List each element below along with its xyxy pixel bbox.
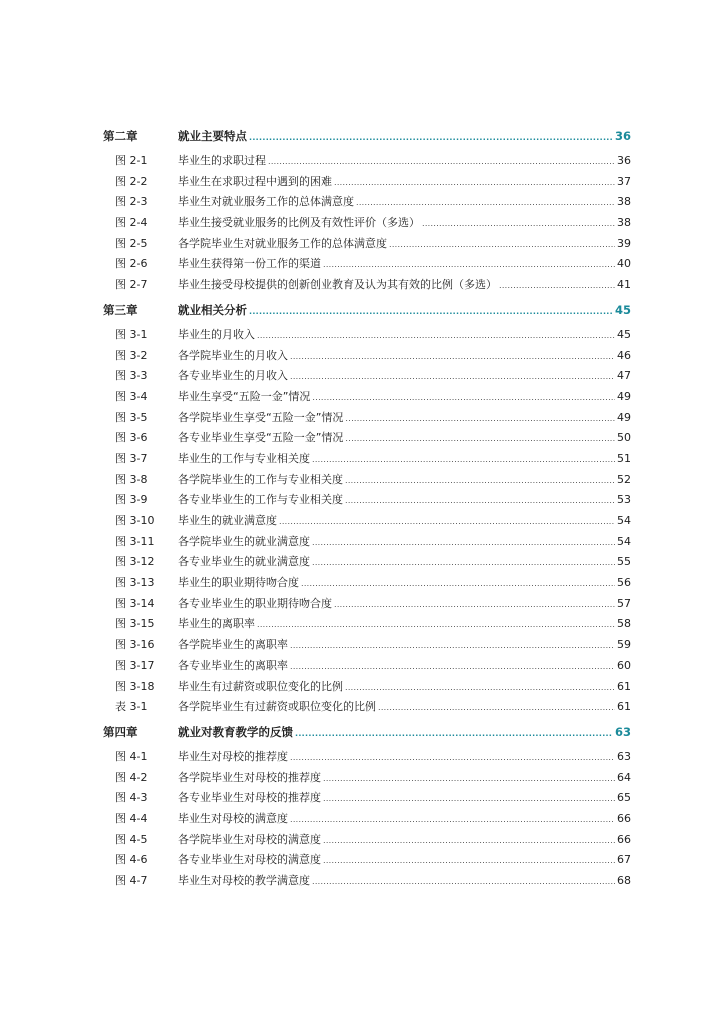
figure-page-number: 61 [617, 679, 631, 693]
dot-leader [268, 151, 615, 173]
figure-page-number: 39 [617, 236, 631, 250]
dot-leader [323, 850, 615, 872]
dot-leader [290, 366, 615, 388]
figure-number: 图 2-3 [115, 195, 148, 209]
dot-leader [290, 635, 615, 657]
figure-title: 各学院毕业生的就业满意度 [178, 534, 310, 548]
toc-entry-row[interactable] [103, 490, 631, 511]
chapter-page-number: 45 [614, 302, 631, 317]
figure-title: 毕业生的求职过程 [178, 154, 266, 167]
dot-leader [345, 408, 615, 430]
dot-leader [345, 428, 615, 450]
toc-entry-row[interactable] [103, 697, 631, 718]
figure-page-number: 36 [617, 154, 631, 167]
figure-page-number: 41 [617, 278, 631, 292]
figure-number: 图 3-13 [115, 576, 155, 590]
figure-title: 各专业毕业生的职业期待吻合度 [178, 596, 332, 610]
figure-page-number: 54 [617, 514, 631, 527]
toc-entry-row[interactable] [103, 275, 631, 296]
toc-entry-row[interactable] [103, 346, 631, 367]
dot-leader [312, 552, 615, 574]
toc-entry-row[interactable] [103, 573, 631, 594]
toc-entry-row[interactable] [103, 656, 631, 677]
dot-leader [290, 809, 615, 831]
figure-page-number: 49 [617, 389, 631, 403]
figure-number: 图 4-1 [115, 749, 148, 763]
toc-entry-row[interactable] [103, 871, 631, 892]
chapter-page-number: 63 [614, 724, 631, 739]
toc-entry-row[interactable] [103, 552, 631, 573]
dot-leader [312, 387, 615, 409]
figure-page-number: 49 [617, 410, 631, 424]
dot-leader [290, 747, 615, 769]
dot-leader [312, 449, 615, 471]
figure-number: 图 2-6 [115, 257, 148, 271]
figure-title: 各学院毕业生享受“五险一金”情况 [178, 410, 344, 424]
figure-number: 图 3-18 [115, 679, 155, 693]
figure-number: 图 2-4 [115, 216, 148, 230]
dot-leader [249, 298, 613, 324]
figure-page-number: 47 [617, 369, 631, 383]
figure-title: 毕业生的职业期待吻合度 [178, 576, 299, 590]
toc-entry-row[interactable] [103, 635, 631, 656]
dot-leader [334, 172, 615, 194]
toc-entry-row[interactable] [103, 594, 631, 615]
figure-title: 毕业生接受母校提供的创新创业教育及认为其有效的比例（多选） [178, 278, 497, 292]
figure-title: 各专业毕业生对母校的推荐度 [178, 791, 321, 805]
figure-title: 各学院毕业生有过薪资或职位变化的比例 [178, 700, 376, 714]
figure-title: 各学院毕业生对母校的推荐度 [178, 770, 321, 784]
dot-leader [389, 234, 615, 256]
figure-title: 毕业生在求职过程中遇到的困难 [178, 174, 332, 188]
toc-chapter-row[interactable] [103, 124, 631, 148]
figure-title: 各学院毕业生对就业服务工作的总体满意度 [178, 236, 387, 250]
figure-number: 表 3-1 [115, 700, 148, 714]
figure-number: 图 3-9 [115, 493, 148, 507]
figure-number: 图 2-7 [115, 278, 148, 292]
figure-title: 毕业生的就业满意度 [178, 514, 277, 527]
figure-title: 毕业生对母校的满意度 [178, 811, 288, 825]
figure-title: 各学院毕业生对母校的满意度 [178, 832, 321, 846]
figure-number: 图 3-7 [115, 451, 148, 465]
figure-title: 毕业生对母校的教学满意度 [178, 874, 310, 887]
figure-page-number: 59 [617, 638, 631, 652]
chapter-page-number: 36 [614, 129, 631, 143]
toc-entry-row[interactable] [103, 809, 631, 830]
figure-number: 图 2-2 [115, 174, 148, 188]
toc-entry-row[interactable] [103, 449, 631, 470]
dot-leader [345, 490, 615, 512]
chapter-number: 第三章 [103, 302, 138, 317]
figure-page-number: 46 [617, 348, 631, 362]
toc-entry-row[interactable] [103, 768, 631, 789]
toc-entry-row[interactable] [103, 172, 631, 193]
figure-page-number: 40 [617, 257, 631, 271]
figure-page-number: 52 [617, 472, 631, 486]
figure-number: 图 4-5 [115, 832, 148, 846]
figure-page-number: 50 [617, 431, 631, 445]
dot-leader [323, 768, 615, 790]
toc-chapter-row[interactable] [103, 720, 631, 744]
figure-page-number: 68 [617, 874, 631, 887]
figure-title: 毕业生对母校的推荐度 [178, 749, 288, 763]
figure-page-number: 64 [617, 770, 631, 784]
figure-number: 图 4-2 [115, 770, 148, 784]
figure-page-number: 63 [617, 749, 631, 763]
chapter-title: 就业对教育教学的反馈 [178, 724, 293, 739]
toc-entry-row[interactable] [103, 387, 631, 408]
dot-leader [249, 124, 613, 150]
toc-entry-row[interactable] [103, 788, 631, 809]
toc-entry-row[interactable] [103, 747, 631, 768]
toc-entry-row[interactable] [103, 325, 631, 346]
figure-number: 图 3-10 [115, 514, 155, 527]
figure-page-number: 66 [617, 811, 631, 825]
figure-number: 图 4-3 [115, 791, 148, 805]
toc-entry-row[interactable] [103, 213, 631, 234]
figure-title: 各专业毕业生的离职率 [178, 658, 288, 672]
chapter-number: 第四章 [103, 724, 138, 739]
figure-title: 毕业生接受就业服务的比例及有效性评价（多选） [178, 216, 420, 230]
toc-entry-row[interactable] [103, 511, 631, 532]
figure-number: 图 3-1 [115, 327, 148, 341]
dot-leader [323, 254, 615, 276]
figure-title: 毕业生的工作与专业相关度 [178, 451, 310, 465]
chapter-title: 就业相关分析 [178, 302, 247, 317]
dot-leader [334, 594, 615, 616]
toc-entry-row[interactable] [103, 408, 631, 429]
figure-number: 图 3-11 [115, 534, 155, 548]
toc-entry-row[interactable] [103, 532, 631, 553]
figure-page-number: 38 [617, 195, 631, 209]
figure-number: 图 3-16 [115, 638, 155, 652]
figure-number: 图 3-4 [115, 389, 148, 403]
figure-page-number: 53 [617, 493, 631, 507]
figure-title: 毕业生享受“五险一金”情况 [178, 389, 311, 403]
dot-leader [295, 720, 613, 746]
dot-leader [378, 697, 615, 719]
dot-leader [301, 573, 615, 595]
figure-number: 图 4-7 [115, 874, 148, 887]
figure-number: 图 4-6 [115, 853, 148, 867]
figure-page-number: 67 [617, 853, 631, 867]
figure-page-number: 57 [617, 596, 631, 610]
dot-leader [356, 192, 615, 214]
figure-number: 图 3-15 [115, 617, 155, 631]
figure-title: 各学院毕业生的离职率 [178, 638, 288, 652]
toc-entry-row[interactable] [103, 192, 631, 213]
figure-page-number: 45 [617, 327, 631, 341]
toc-entry-row[interactable] [103, 366, 631, 387]
dot-leader [345, 470, 615, 492]
dot-leader [279, 511, 615, 533]
dot-leader [257, 325, 615, 347]
figure-page-number: 51 [617, 451, 631, 465]
figure-page-number: 61 [617, 700, 631, 714]
figure-page-number: 55 [617, 555, 631, 569]
figure-number: 图 2-1 [115, 154, 148, 167]
figure-page-number: 37 [617, 174, 631, 188]
figure-page-number: 58 [617, 617, 631, 631]
dot-leader [312, 871, 615, 893]
dot-leader [312, 532, 615, 554]
dot-leader [257, 614, 615, 636]
toc-entry-row[interactable] [103, 428, 631, 449]
dot-leader [323, 788, 615, 810]
figure-number: 图 3-12 [115, 555, 155, 569]
figure-title: 各学院毕业生的工作与专业相关度 [178, 472, 343, 486]
figure-page-number: 54 [617, 534, 631, 548]
dot-leader [345, 677, 615, 699]
figure-number: 图 3-6 [115, 431, 148, 445]
figure-title: 毕业生有过薪资或职位变化的比例 [178, 679, 343, 693]
toc-entry-row[interactable] [103, 254, 631, 275]
figure-title: 毕业生对就业服务工作的总体满意度 [178, 195, 354, 209]
toc-entry-row[interactable] [103, 151, 631, 172]
figure-number: 图 4-4 [115, 811, 148, 825]
figure-title: 各专业毕业生享受“五险一金”情况 [178, 431, 344, 445]
table-of-contents [103, 124, 631, 892]
figure-page-number: 60 [617, 658, 631, 672]
toc-chapter-row[interactable] [103, 298, 631, 322]
figure-number: 图 3-2 [115, 348, 148, 362]
figure-page-number: 56 [617, 576, 631, 590]
figure-number: 图 3-5 [115, 410, 148, 424]
figure-title: 毕业生的离职率 [178, 617, 255, 631]
figure-title: 各专业毕业生的就业满意度 [178, 555, 310, 569]
figure-number: 图 3-3 [115, 369, 148, 383]
toc-entry-row[interactable] [103, 470, 631, 491]
chapter-number: 第二章 [103, 129, 138, 143]
dot-leader [499, 275, 615, 297]
toc-entry-row[interactable] [103, 850, 631, 871]
figure-title: 各专业毕业生的月收入 [178, 369, 288, 383]
dot-leader [290, 656, 615, 678]
dot-leader [323, 830, 615, 852]
dot-leader [290, 346, 615, 368]
figure-number: 图 3-14 [115, 596, 155, 610]
figure-page-number: 65 [617, 791, 631, 805]
chapter-title: 就业主要特点 [178, 129, 247, 143]
toc-entry-row[interactable] [103, 234, 631, 255]
dot-leader [422, 213, 615, 235]
toc-entry-row[interactable] [103, 614, 631, 635]
figure-title: 各专业毕业生对母校的满意度 [178, 853, 321, 867]
figure-number: 图 2-5 [115, 236, 148, 250]
figure-page-number: 38 [617, 216, 631, 230]
figure-title: 各专业毕业生的工作与专业相关度 [178, 493, 343, 507]
figure-title: 各学院毕业生的月收入 [178, 348, 288, 362]
figure-number: 图 3-8 [115, 472, 148, 486]
toc-entry-row[interactable] [103, 677, 631, 698]
figure-title: 毕业生获得第一份工作的渠道 [178, 257, 321, 271]
toc-entry-row[interactable] [103, 830, 631, 851]
figure-page-number: 66 [617, 832, 631, 846]
figure-number: 图 3-17 [115, 658, 155, 672]
figure-title: 毕业生的月收入 [178, 327, 255, 341]
